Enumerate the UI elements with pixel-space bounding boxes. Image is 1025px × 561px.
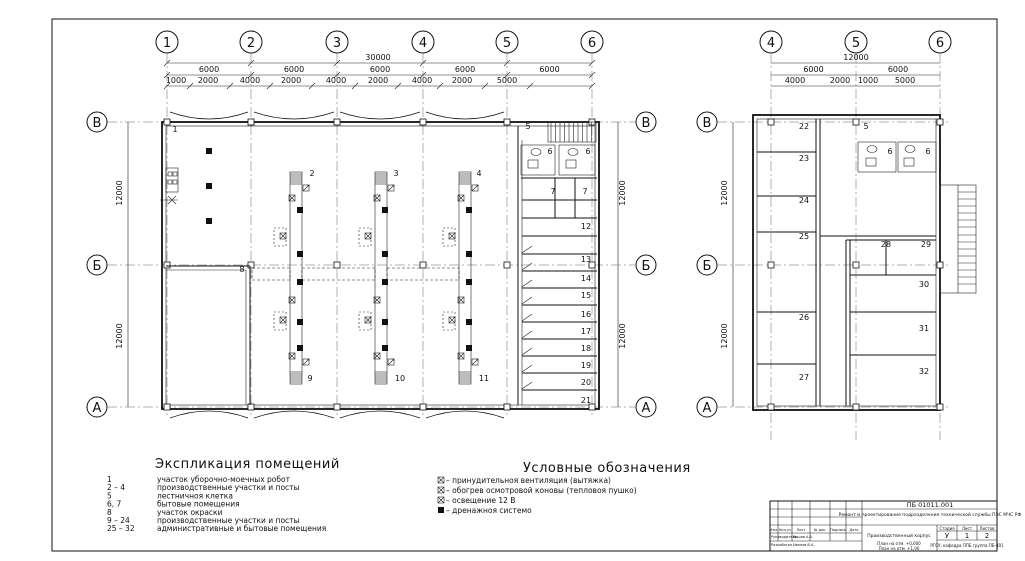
explication-number: 2 – 4: [107, 483, 126, 493]
column: [248, 119, 254, 125]
legend-text: – обогрев осмотровой коновы (тепловоя пушко): [446, 486, 637, 495]
plan1-total-dim: 30000: [365, 53, 391, 62]
room-number: 26: [798, 313, 810, 322]
room-number: 23: [798, 154, 810, 163]
plan2-total-dim: 12000: [843, 53, 869, 62]
room-number: 9: [307, 374, 313, 383]
drain-symbol: [466, 279, 472, 285]
drain-symbol: [438, 507, 444, 513]
title-head-col: № док.: [813, 528, 827, 532]
title-head-col: Изм.: [769, 528, 779, 532]
inspection-pit: [459, 172, 471, 384]
room-number: 12: [580, 222, 592, 231]
room-number: 31: [918, 324, 930, 333]
title-sheets-label: Листов: [979, 526, 995, 531]
window: [340, 112, 420, 119]
span-dim: 6000: [369, 65, 391, 74]
column: [504, 119, 510, 125]
span-dim: 6000: [454, 65, 476, 74]
room-number: 7: [582, 187, 588, 196]
room-number: 24: [798, 196, 810, 205]
window: [170, 112, 248, 119]
room-number: 21: [580, 396, 592, 405]
explication-text: производственные участки и посты: [157, 516, 300, 525]
room-number: 30: [918, 280, 930, 289]
sub-dim: 2000: [829, 76, 851, 85]
explication-text: участок уборочно-моечных робот: [157, 475, 290, 484]
window: [254, 411, 334, 418]
sub-dim: 1000: [857, 76, 879, 85]
axis-label: 1: [162, 36, 172, 51]
explication-text: лестничноя клетка: [157, 491, 233, 501]
axis-label: В: [702, 116, 712, 131]
column: [164, 119, 170, 125]
room-number: 4: [476, 169, 482, 178]
inspection-pit: [290, 172, 302, 384]
sub-dim: 5000: [894, 76, 916, 85]
room-number: 25: [798, 232, 810, 241]
height-dim: 12000: [720, 323, 729, 349]
explication-number: 5: [107, 491, 112, 501]
room-number: 17: [580, 327, 592, 336]
axis-label: В: [92, 116, 102, 131]
column: [164, 404, 170, 410]
height-dim: 12000: [720, 180, 729, 206]
span-dim: 6000: [887, 65, 909, 74]
title-sheet-number: 1: [964, 532, 970, 540]
drain-symbol: [382, 251, 388, 257]
room-number: 6: [887, 147, 893, 156]
plan-ground-floor: [87, 31, 656, 418]
column: [420, 119, 426, 125]
height-dim: 12000: [115, 323, 124, 349]
room-number: 10: [394, 374, 406, 383]
title-head-col: Лист: [796, 528, 806, 532]
title-stage: У: [944, 532, 950, 540]
legend-text: – принудительноя вентиляция (вытяжка): [446, 476, 611, 485]
column: [768, 262, 774, 268]
column: [334, 404, 340, 410]
inspection-pit: [375, 172, 387, 384]
room-number: 18: [580, 344, 592, 353]
height-dim: 12000: [618, 323, 627, 349]
column: [853, 262, 859, 268]
title-head-col: Кол.уч: [778, 528, 792, 532]
title-code: ПБ 01011.001: [906, 501, 954, 509]
column: [937, 262, 943, 268]
room-number: 6: [925, 147, 931, 156]
column: [853, 404, 859, 410]
axis-label: 4: [418, 36, 428, 51]
legend-text: – освещение 12 В: [446, 496, 516, 505]
title-org: РГСУ, кафедра ППБ группа ПБ-491: [930, 543, 1004, 548]
explication-text: бытовые помещения: [157, 499, 240, 509]
span-dim: 6000: [283, 65, 305, 74]
sub-dim: 1000: [165, 76, 187, 85]
title-head-col: Подпись: [830, 528, 846, 532]
window: [426, 112, 504, 119]
window: [254, 112, 334, 119]
legend-text: – дренажноя системо: [446, 506, 532, 515]
span-dim: 6000: [803, 65, 824, 74]
title-sheet-name: Производственный корпус: [867, 534, 931, 539]
explication-text: участок окраски: [157, 507, 223, 517]
title-person-role: Руководитель: [771, 535, 797, 539]
explication-text: производственные участки и посты: [157, 483, 300, 493]
window: [340, 411, 420, 418]
column: [504, 404, 510, 410]
drain-symbol: [297, 319, 303, 325]
drain-symbol: [297, 345, 303, 351]
room-number: 15: [580, 291, 592, 300]
room-number: 13: [580, 255, 592, 264]
title-head-col: Дата: [849, 528, 859, 532]
axis-label: В: [641, 116, 651, 131]
sub-dim: 2000: [280, 76, 302, 85]
room-number: 20: [580, 378, 592, 387]
column: [853, 119, 859, 125]
room-number: 8: [239, 265, 245, 274]
axis-label: А: [702, 401, 712, 416]
axis-label: А: [92, 401, 102, 416]
sub-dim: 5000: [496, 76, 518, 85]
sub-dim: 4000: [784, 76, 806, 85]
room-number: 6: [547, 147, 553, 156]
explication-number: 1: [107, 475, 112, 484]
room-number: 3: [393, 169, 399, 178]
sub-dim: 2000: [451, 76, 473, 85]
room-number: 19: [580, 361, 592, 370]
plan-second-floor: [697, 31, 976, 440]
room-number: 29: [920, 240, 932, 249]
room-number: 5: [863, 122, 869, 131]
room-number: 28: [880, 240, 892, 249]
column: [248, 262, 254, 268]
room-number: 32: [918, 367, 930, 376]
room-number: 11: [478, 374, 490, 383]
drain-symbol: [466, 207, 472, 213]
axis-label: 5: [502, 36, 512, 51]
room-number: 16: [580, 310, 592, 319]
explication-number: 6, 7: [107, 499, 122, 509]
drain-symbol: [466, 251, 472, 257]
axis-label: Б: [641, 259, 651, 274]
axis-label: 4: [766, 36, 776, 51]
span-dim: 6000: [198, 65, 220, 74]
legend-block: [438, 461, 691, 515]
title-person-name: Ершов А.А.: [793, 535, 813, 539]
window: [426, 411, 504, 418]
axis-label: Б: [92, 259, 102, 274]
drain-symbol: [466, 345, 472, 351]
column: [334, 262, 340, 268]
title-sheets-total: 2: [984, 532, 990, 540]
explication-block: [107, 457, 340, 533]
axis-label: 6: [935, 36, 945, 51]
drain-symbol: [382, 319, 388, 325]
column: [768, 404, 774, 410]
column: [248, 404, 254, 410]
sub-dim: 2000: [197, 76, 219, 85]
explication-number: 25 – 32: [107, 524, 135, 534]
room-number: 2: [309, 169, 315, 178]
title-block: [770, 501, 1022, 551]
explication-number: 8: [107, 507, 112, 517]
column: [420, 404, 426, 410]
title-stage-label: Стадия: [939, 526, 955, 531]
column: [420, 262, 426, 268]
title-plan-note-2: План на отм. +1,00: [878, 546, 920, 551]
title-person-role: Разработал: [771, 543, 793, 547]
column: [164, 262, 170, 268]
room-number: 27: [798, 373, 810, 382]
drain-symbol: [382, 207, 388, 213]
column: [504, 262, 510, 268]
drain-symbol: [297, 207, 303, 213]
legend-title: Условные обозначения: [523, 461, 691, 476]
height-dim: 12000: [618, 180, 627, 206]
axis-label: Б: [702, 259, 712, 274]
room-number: 7: [550, 187, 556, 196]
title-person-name: Иванов В.А.: [793, 543, 815, 547]
room-number: 5: [525, 122, 531, 131]
height-dim: 12000: [115, 180, 124, 206]
drain-symbol: [466, 319, 472, 325]
explication-number: 9 – 24: [107, 516, 130, 525]
explication-text: административные и бытовые помещения: [157, 524, 327, 534]
column: [334, 119, 340, 125]
drain-symbol: [382, 345, 388, 351]
title-description: Ремонт и проектирование подразделения технической службы ПЭС МЧС РФ: [838, 513, 1022, 518]
sub-dim: 4000: [411, 76, 433, 85]
explication-title: Экспликация помещений: [155, 457, 340, 472]
sub-dim: 2000: [367, 76, 389, 85]
sub-dim: 4000: [325, 76, 347, 85]
sub-dim: 4000: [239, 76, 261, 85]
column: [937, 119, 943, 125]
room-number: 1: [172, 125, 178, 134]
drain-symbol: [297, 251, 303, 257]
room-number: 14: [580, 274, 592, 283]
axis-label: 3: [332, 36, 342, 51]
room-number: 22: [798, 122, 810, 131]
column: [768, 119, 774, 125]
window: [170, 411, 248, 418]
room-number: 6: [585, 147, 591, 156]
title-plan-note-1: План на отм. +0,000: [877, 541, 921, 546]
axis-label: 2: [246, 36, 256, 51]
axis-label: А: [641, 401, 651, 416]
axis-label: 5: [851, 36, 861, 51]
span-dim: 6000: [539, 65, 560, 74]
axis-label: 6: [587, 36, 597, 51]
column: [937, 404, 943, 410]
title-sheet-label: Лист: [961, 526, 973, 531]
